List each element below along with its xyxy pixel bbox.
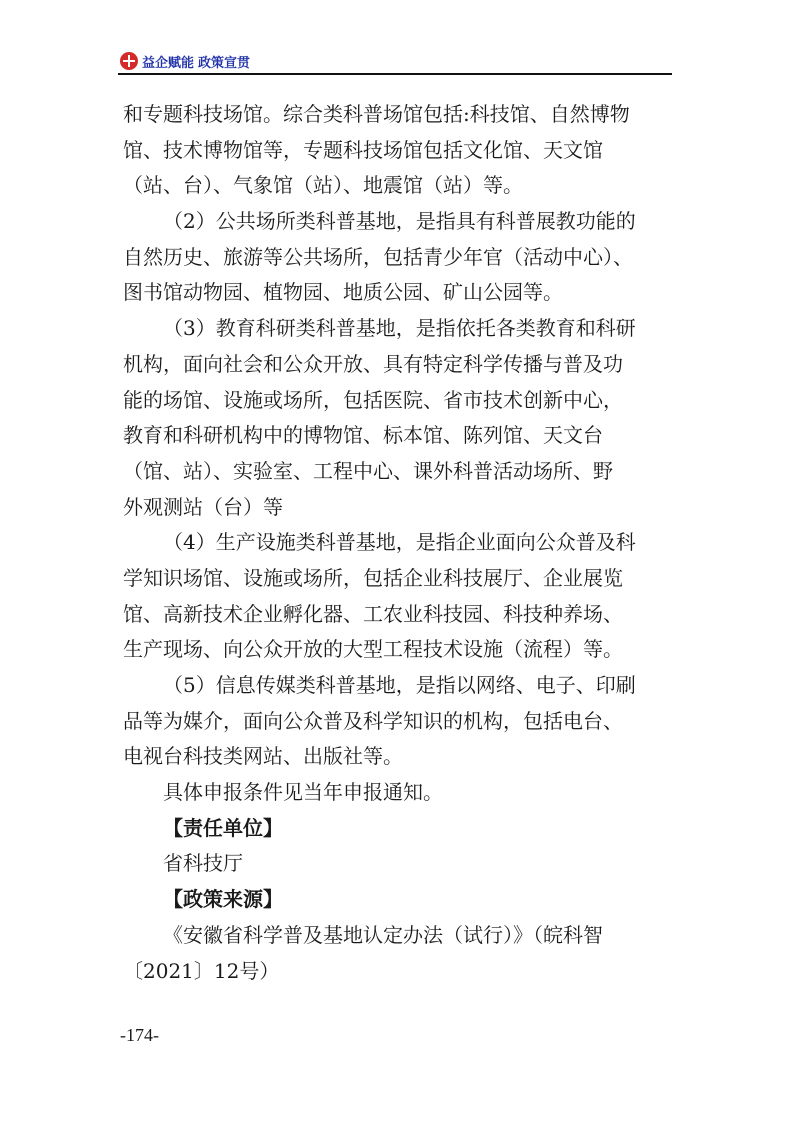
text-line: （3）教育科研类科普基地，是指依托各类教育和科研 (163, 316, 636, 341)
text-line: （2）公共场所类科普基地，是指具有科普展教功能的 (163, 209, 636, 234)
section-heading-policy-source: 【政策来源】 (163, 887, 283, 912)
brand-text (142, 52, 250, 71)
text-line: 馆、技术博物馆等，专题科技场馆包括文化馆、天文馆 (123, 137, 603, 162)
brand-part2: 政策宣贯 (198, 55, 251, 71)
brand-part1: 益企赋能 (142, 55, 195, 71)
text-line: （4）生产设施类科普基地，是指企业面向公众普及科 (163, 530, 636, 555)
text-line: （站、台）、气象馆（站）、地震馆（站）等。 (123, 173, 523, 198)
logo-icon (120, 52, 138, 70)
text-line: 和专题科技场馆。综合类科普场馆包括:科技馆、自然博物 (123, 102, 630, 126)
text-line: （5）信息传媒类科普基地，是指以网络、电子、印刷 (163, 673, 636, 697)
page-number: -174- (120, 1025, 159, 1045)
text-line: 图书馆动物园、植物园、地质公园、矿山公园等。 (123, 280, 563, 305)
text-line: 生产现场、向公众开放的大型工程技术设施（流程）等。 (123, 637, 623, 662)
text-line: 机构，面向社会和公众开放、具有特定科学传播与普及功 (123, 351, 623, 376)
text-line: 能的场馆、设施或场所，包括医院、省市技术创新中心， (123, 387, 623, 412)
text-line: 电视台科技类网站、出版社等。 (123, 744, 403, 769)
text-line: 自然历史、旅游等公共场所，包括青少年官（活动中心）、 (123, 244, 633, 269)
text-line: 馆、高新技术企业孵化器、工农业科技园、科技种养场、 (123, 601, 623, 626)
text-line: 〔2021〕12号） (123, 958, 280, 983)
text-line: 教育和科研机构中的博物馆、标本馆、陈列馆、天文台 (123, 423, 603, 448)
text-line: 省科技厅 (163, 851, 243, 876)
text-line: 《安徽省科学普及基地认定办法（试行）》（皖科智 (163, 922, 603, 947)
text-line: 具体申报条件见当年申报通知。 (163, 780, 443, 805)
section-heading-responsible-unit: 【责任单位】 (163, 815, 283, 840)
page-header (120, 50, 250, 72)
text-line: （馆、站）、实验室、工程中心、课外科普活动场所、野 (123, 458, 613, 483)
text-line: 学知识场馆、设施或场所，包括企业科技展厅、企业展览 (123, 565, 623, 590)
text-line: 外观测站（台）等 (123, 494, 283, 519)
text-line: 品等为媒介，面向公众普及科学知识的机构，包括电台、 (123, 708, 623, 733)
header-rule (118, 73, 672, 75)
document-body (123, 97, 673, 989)
